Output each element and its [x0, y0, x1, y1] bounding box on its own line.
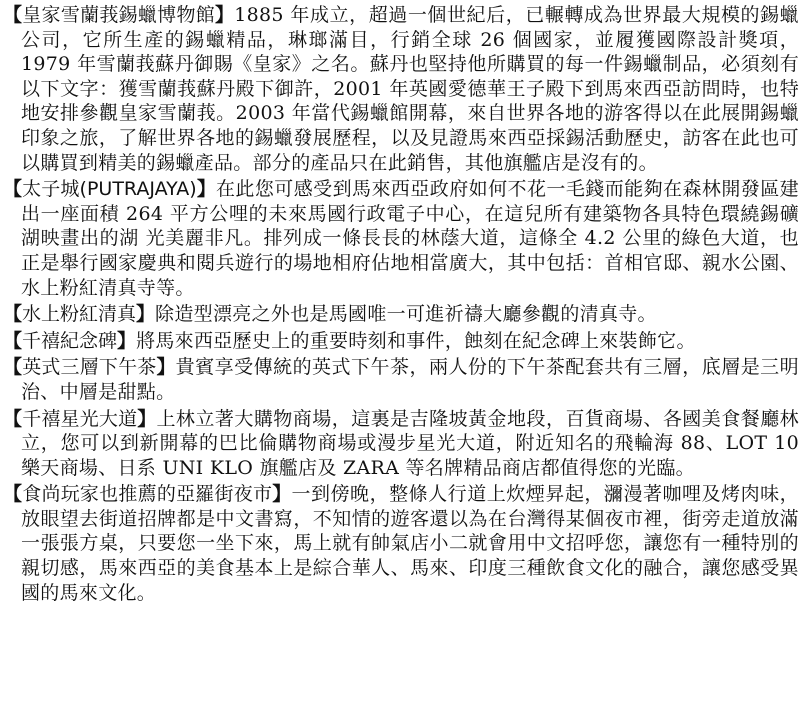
- entry-pewter-museum: [3, 3, 799, 175]
- entry-title: 英式三層下午茶: [22, 356, 157, 379]
- open-bracket: 【: [3, 303, 23, 326]
- entry-body: 1885 年成立，超過一個世紀后，已輾轉成為世界最大規模的錫蠟公司，它所生產的錫蠟精品，琳瑯滿目，行銷全球 26 個國家，並履獲國際設計獎項，1979 年雪蘭莪蘇丹御賜《皇家》之名。蘇丹也堅持他所購買的每一件錫蠟制品，必須刻有以下文字：獲雪蘭莪蘇丹殿下御許，2001 年英國愛德華王子殿下到馬來西亞訪問時，也特地安排參觀皇家雪蘭莪。2003 年當代錫蠟館開幕，來自世界各地的游客得以在此展開錫蠟印象之旅，了解世界各地的錫蠟發展歷程，以及見證馬來西亞採錫活動歷史，訪客在此也可以購買到精美的錫蠟產品。部分的產品只在此銷售，其他旗艦店是沒有的。: [21, 4, 799, 174]
- entry-title: 千禧紀念碑: [22, 329, 118, 352]
- entry-pink-mosque: [3, 302, 799, 327]
- entry-afternoon-tea: [3, 355, 799, 404]
- entry-millennium-monument: [3, 329, 799, 354]
- close-bracket: 】: [272, 483, 292, 506]
- entry-heading: [3, 330, 136, 352]
- open-bracket: 【: [3, 329, 23, 352]
- entry-heading: [3, 408, 156, 430]
- entry-heading: [3, 178, 216, 200]
- open-bracket: 【: [3, 178, 23, 201]
- entry-title: 千禧星光大道: [22, 407, 138, 430]
- entry-bukit-bintang: [3, 407, 799, 481]
- entry-title: 水上粉紅清真: [22, 303, 137, 326]
- open-bracket: 【: [3, 483, 23, 506]
- open-bracket: 【: [3, 407, 23, 430]
- entry-putrajaya: [3, 177, 799, 300]
- entry-body: 除造型漂亮之外也是馬國唯一可進祈禱大廳參觀的清真寺。: [155, 303, 657, 326]
- entry-jalan-alor-night-market: [3, 482, 799, 605]
- close-bracket: 】: [117, 329, 137, 352]
- close-bracket: 】: [156, 356, 176, 379]
- entry-body: 在此您可感受到馬來西亞政府如何不花一毛錢而能夠在森林開發區建出一座面積 264 平方公哩的未來馬國行政電子中心，在這兒所有建築物各具特色環繞錫礦湖映畫出的湖 光美麗非凡。排列成一條長長的林蔭大道，這條全 4.2 公里的綠色大道，也正是舉行國家慶典和閱兵遊行的場地相府佔地相當廣大，其中包括：首相官邸、親水公園、水上粉紅清真寺等。: [21, 178, 799, 299]
- entry-heading: [3, 4, 234, 26]
- entry-title: 皇家雪蘭莪錫蠟博物館: [22, 4, 215, 26]
- close-bracket: 】: [196, 178, 216, 201]
- entry-heading: [3, 303, 155, 325]
- entry-title: 太子城(PUTRAJAYA): [22, 178, 197, 201]
- entry-heading: [3, 483, 291, 505]
- entry-title: 食尚玩家也推薦的亞羅街夜市: [22, 483, 273, 506]
- close-bracket: 】: [137, 407, 157, 430]
- open-bracket: 【: [3, 356, 23, 379]
- entry-body: 貴賓享受傳統的英式下午茶，兩人份的下午茶配套共有三層，底層是三明治、中層是甜點。: [21, 356, 799, 403]
- entry-body: 將馬來西亞歷史上的重要時刻和事件，蝕刻在紀念碑上來裝飾它。: [136, 329, 696, 352]
- entry-body: 一到傍晚，整條人行道上炊煙昇起，瀰漫著咖哩及烤肉味，放眼望去街道招牌都是中文書寫，不知情的遊客還以為在台灣得某個夜市裡，街旁走道放滿一張張方桌，只要您一坐下來，馬上就有帥氣店小二就會用中文招呼您，讓您有一種特別的親切感，馬來西亞的美食基本上是綜合華人、馬來、印度三種飲食文化的融合，讓您感受異國的馬來文化。: [21, 483, 799, 604]
- close-bracket: 】: [214, 4, 235, 26]
- entry-heading: [3, 356, 176, 378]
- close-bracket: 】: [136, 303, 156, 326]
- itinerary-document: [3, 3, 799, 607]
- entry-body: 上林立著大購物商場，這裏是吉隆坡黃金地段，百貨商場、各國美食餐廳林立，您可以到新開幕的巴比倫購物商場或漫步星光大道，附近知名的飛輪海 88、LOT 10 樂天商場、日系 UNI KLO 旗艦店及 ZARA 等名牌精品商店都值得您的光臨。: [21, 407, 799, 479]
- open-bracket: 【: [3, 4, 23, 26]
